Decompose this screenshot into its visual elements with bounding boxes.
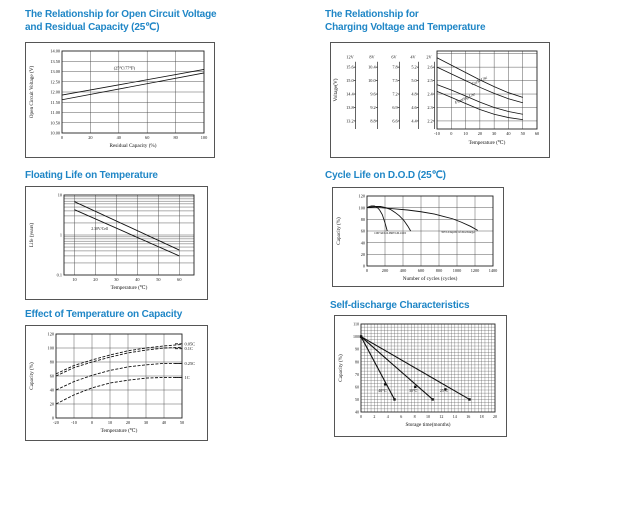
svg-text:2: 2 [373,414,376,419]
svg-text:Temperature (℃): Temperature (℃) [110,285,148,291]
svg-text:8: 8 [413,414,416,419]
svg-text:10.0: 10.0 [368,78,376,84]
svg-text:0: 0 [360,414,362,419]
svg-text:8V: 8V [369,54,375,60]
svg-text:120: 120 [47,331,54,337]
svg-text:40: 40 [116,135,121,140]
svg-text:Voltage(V): Voltage(V) [333,78,339,102]
svg-text:50: 50 [179,420,185,425]
svg-text:50: 50 [156,277,161,282]
title-line-1: The Relationship for Open Circuit Voltage [25,9,217,20]
svg-text:60: 60 [145,135,150,140]
open-circuit-voltage-canvas [26,43,214,157]
svg-text:4.6: 4.6 [411,104,417,110]
svg-text:1200: 1200 [470,268,480,273]
svg-text:100: 100 [200,135,208,140]
svg-text:12.50: 12.50 [50,79,60,85]
svg-text:Number of cycles (cycles): Number of cycles (cycles) [402,276,458,282]
svg-text:10: 10 [57,192,62,198]
title-line-1: Floating Life on Temperature [25,170,158,181]
svg-text:12: 12 [439,414,444,419]
title-line-1: Effect of Temperature on Capacity [25,309,183,320]
svg-text:0: 0 [51,415,54,421]
svg-text:11.00: 11.00 [50,110,60,116]
svg-text:600: 600 [417,268,425,273]
svg-text:14: 14 [452,414,457,419]
svg-text:60: 60 [534,131,540,136]
svg-text:20: 20 [88,135,93,140]
svg-text:9.6: 9.6 [370,91,376,97]
svg-text:800: 800 [435,268,443,273]
svg-text:Residual Capacity (%): Residual Capacity (%) [109,143,157,149]
svg-text:40: 40 [506,131,511,136]
svg-text:100: 100 [358,205,365,211]
svg-text:8.8: 8.8 [370,118,376,124]
svg-text:25℃: 25℃ [439,387,449,393]
svg-text:0: 0 [90,420,94,425]
svg-text:60: 60 [355,384,359,390]
svg-text:20: 20 [360,251,365,257]
svg-text:Capacity (%): Capacity (%) [338,354,344,382]
svg-text:Open Circuit Voltage (V): Open Circuit Voltage (V) [29,65,35,119]
svg-text:7.5: 7.5 [392,78,398,84]
svg-text:6: 6 [400,414,403,419]
svg-text:60: 60 [360,228,365,234]
svg-text:0.1: 0.1 [56,272,62,278]
title-line-1: Cycle Life on D.O.D (25℃) [325,170,446,181]
svg-text:100: 100 [47,345,54,351]
svg-text:Capacity (%): Capacity (%) [336,217,342,245]
svg-text:15.0: 15.0 [346,78,354,84]
svg-text:13.8: 13.8 [346,104,354,110]
svg-text:10: 10 [463,131,468,136]
svg-text:Life (years): Life (years) [29,222,35,248]
floating-life-canvas [26,187,207,299]
open-circuit-voltage-chart [25,42,215,158]
svg-text:10: 10 [426,414,430,419]
svg-text:80: 80 [173,135,178,140]
svg-text:Cycle Use: Cycle Use [470,74,489,87]
title-line-2: Charging Voltage and Temperature [325,22,486,34]
svg-text:-10: -10 [71,420,77,425]
temperature-capacity-chart-title [25,308,325,321]
svg-text:5.0: 5.0 [411,78,417,84]
svg-text:20: 20 [49,401,54,407]
svg-text:50%D.O.D: 50%D.O.D [390,230,406,235]
svg-text:30: 30 [143,420,149,425]
svg-text:80: 80 [49,359,54,365]
svg-text:50: 50 [520,131,525,136]
svg-text:100: 100 [353,334,359,340]
temperature-capacity-chart [25,325,208,441]
svg-text:90: 90 [355,346,359,352]
title-line-2: and Residual Capacity (25℃) [25,22,160,34]
svg-text:0.05C: 0.05C [184,341,196,347]
svg-text:14.00: 14.00 [50,48,60,54]
svg-text:60: 60 [49,373,54,379]
svg-text:30: 30 [114,277,119,282]
svg-text:0: 0 [362,263,365,269]
svg-text:30: 30 [491,131,497,136]
self-discharge-chart [334,315,507,437]
svg-text:15.6: 15.6 [346,64,354,70]
svg-text:(25℃/77℉): (25℃/77℉) [113,65,136,71]
svg-text:50: 50 [355,397,359,403]
svg-text:6.6: 6.6 [392,118,398,124]
svg-text:Storage time(months): Storage time(months) [405,422,451,428]
svg-text:9.2: 9.2 [370,104,376,110]
svg-text:11.50: 11.50 [50,99,60,105]
svg-text:2.5: 2.5 [427,78,433,84]
svg-text:0: 0 [365,268,369,273]
svg-text:6V: 6V [391,54,397,60]
cycle-life-chart [332,187,504,287]
svg-text:7.2: 7.2 [392,91,398,97]
svg-text:40: 40 [360,240,365,246]
svg-text:2.2: 2.2 [427,118,433,124]
svg-text:30℃: 30℃ [409,387,418,393]
svg-text:40: 40 [49,387,54,393]
svg-text:0.25C: 0.25C [184,360,196,366]
svg-text:80: 80 [360,216,365,222]
svg-text:-10: -10 [434,131,440,136]
svg-text:80: 80 [355,359,359,365]
charging-voltage-canvas [331,43,549,157]
svg-text:40: 40 [161,420,167,425]
svg-text:40℃: 40℃ [378,387,387,393]
svg-text:4: 4 [386,414,389,419]
svg-text:12V: 12V [346,54,354,60]
svg-text:10.4: 10.4 [368,64,376,70]
svg-text:400: 400 [399,268,407,273]
svg-text:20: 20 [93,277,98,282]
svg-text:60: 60 [177,277,182,282]
svg-text:2.3: 2.3 [427,104,433,110]
cycle-life-canvas [333,188,503,286]
open-circuit-voltage-chart-title [25,8,325,34]
svg-text:120: 120 [358,193,365,199]
svg-text:0: 0 [450,131,453,136]
svg-text:12.00: 12.00 [50,89,60,95]
svg-text:40: 40 [355,409,359,415]
self-discharge-canvas [335,316,506,436]
svg-text:13.00: 13.00 [50,69,60,75]
svg-text:10.00: 10.00 [50,130,60,136]
svg-text:2.30V/Cell: 2.30V/Cell [91,226,109,231]
floating-life-chart [25,186,208,300]
svg-text:20: 20 [493,414,497,419]
svg-text:0: 0 [60,135,64,140]
svg-text:10: 10 [72,277,77,282]
title-line-1: Self-discharge Characteristics [330,300,470,311]
svg-text:13.50: 13.50 [50,58,60,64]
svg-text:40: 40 [135,277,140,282]
svg-text:10.50: 10.50 [50,120,60,126]
svg-text:100%D.O.D: 100%D.O.D [374,230,392,235]
svg-text:18: 18 [479,414,484,419]
svg-text:10: 10 [107,420,113,425]
svg-text:0.1C: 0.1C [184,346,193,352]
svg-text:2.4: 2.4 [427,91,433,97]
svg-text:1000: 1000 [452,268,462,273]
svg-text:Capacity (%): Capacity (%) [29,362,35,390]
charging-voltage-chart [330,42,550,158]
svg-text:5.2: 5.2 [411,64,417,70]
svg-text:1C: 1C [184,374,190,380]
svg-text:4.8: 4.8 [411,91,417,97]
svg-text:1400: 1400 [488,268,498,273]
svg-text:110: 110 [353,321,359,327]
svg-text:1: 1 [59,232,62,238]
temperature-capacity-canvas [26,326,207,440]
svg-text:2.6: 2.6 [427,64,433,70]
svg-text:200: 200 [381,268,389,273]
title-line-1: The Relationship for [325,9,419,20]
svg-text:16: 16 [466,414,471,419]
svg-text:4.4: 4.4 [411,118,417,124]
svg-text:7.8: 7.8 [392,64,398,70]
svg-text:4V: 4V [410,54,416,60]
self-discharge-chart-title [330,299,630,312]
svg-text:20: 20 [125,420,131,425]
svg-text:14.4: 14.4 [346,91,354,97]
svg-text:13.2: 13.2 [346,118,354,124]
svg-text:70: 70 [355,371,359,377]
floating-life-chart-title [25,169,325,182]
svg-text:Temperature (℃): Temperature (℃) [100,428,138,434]
svg-text:6.9: 6.9 [392,104,398,110]
charging-voltage-chart-title [325,8,625,34]
svg-text:-20: -20 [53,420,59,425]
svg-text:30% Depth of discharge: 30% Depth of discharge [440,229,475,234]
svg-text:20: 20 [477,131,483,136]
svg-text:Floating Use: Floating Use [453,91,476,105]
cycle-life-chart-title [325,169,625,182]
svg-text:Temperature (℃): Temperature (℃) [468,140,506,146]
svg-text:2V: 2V [426,54,432,60]
